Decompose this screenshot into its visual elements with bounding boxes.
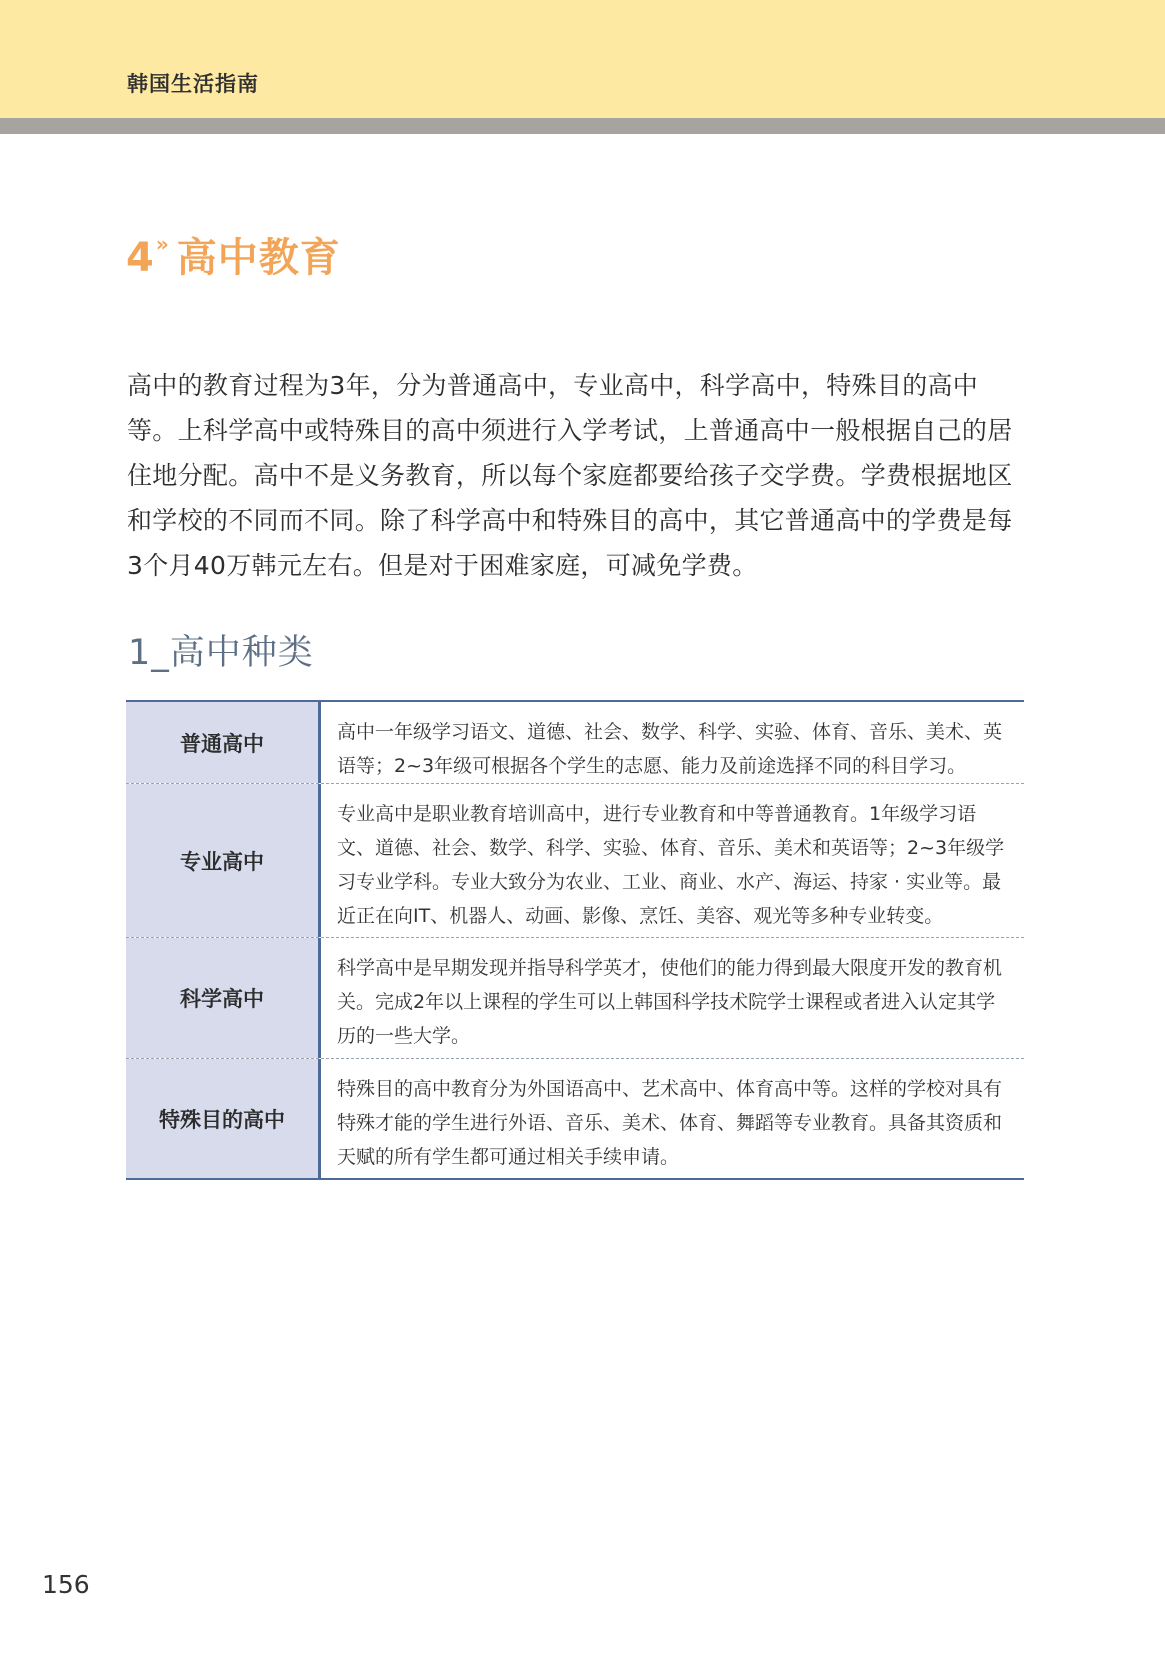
school-types-table [126, 700, 1024, 1180]
table-row [126, 702, 1024, 783]
school-type-description: 高中一年级学习语文、道德、社会、数学、科学、实验、体育、音乐、美术、英语等；2~3年级可根据各个学生的志愿、能力及前途选择不同的科目学习。 [337, 721, 1003, 777]
school-type-description: 科学高中是早期发现并指导科学英才，使他们的能力得到最大限度开发的教育机关。完成2年以上课程的学生可以上韩国科学技术院学士课程或者进入认定其学历的一些大学。 [337, 957, 1003, 1047]
table-row [126, 937, 1024, 1058]
intro-paragraph: 高中的教育过程为3年，分为普通高中，专业高中，科学高中，特殊目的高中等。上科学高中或特殊目的高中须进行入学考试，上普通高中一般根据自己的居住地分配。高中不是义务教育，所以每个家庭都要给孩子交学费。学费根据地区和学校的不同而不同。除了科学高中和特殊目的高中，其它普通高中的学费是每3个月40万韩元左右。但是对于困难家庭，可减免学费。 [127, 371, 1013, 580]
table-row [126, 1058, 1024, 1178]
section-number: 4 [126, 235, 154, 281]
page-number: 156 [42, 1570, 90, 1599]
school-type-name: 普通高中 [126, 702, 321, 783]
school-type-name: 专业高中 [126, 784, 321, 937]
table-row [126, 783, 1024, 937]
school-type-description: 专业高中是职业教育培训高中，进行专业教育和中等普通教育。1年级学习语文、道德、社会、数学、科学、实验、体育、音乐、美术和英语等；2~3年级学习专业学科。专业大致分为农业、工业、商业、水产、海运、持家 · 实业等。最近正在向IT、机器人、动画、影像、烹饪、美容、观光等多种专业转变。 [337, 803, 1005, 927]
running-title: 韩国生活指南 [127, 72, 259, 96]
school-type-description: 特殊目的高中教育分为外国语高中、艺术高中、体育高中等。这样的学校对具有特殊才能的学生进行外语、音乐、美术、体育、舞蹈等专业教育。具备其资质和天赋的所有学生都可通过相关手续申请。 [337, 1078, 1003, 1168]
section-title: 高中教育 [176, 235, 341, 281]
school-type-name: 特殊目的高中 [126, 1059, 321, 1178]
header-rule [0, 118, 1165, 134]
subsection-title: 1_高中种类 [128, 633, 314, 673]
header-band [0, 0, 1165, 118]
section-mark: » [155, 232, 169, 256]
section-heading [126, 232, 341, 288]
school-type-name: 科学高中 [126, 938, 321, 1058]
